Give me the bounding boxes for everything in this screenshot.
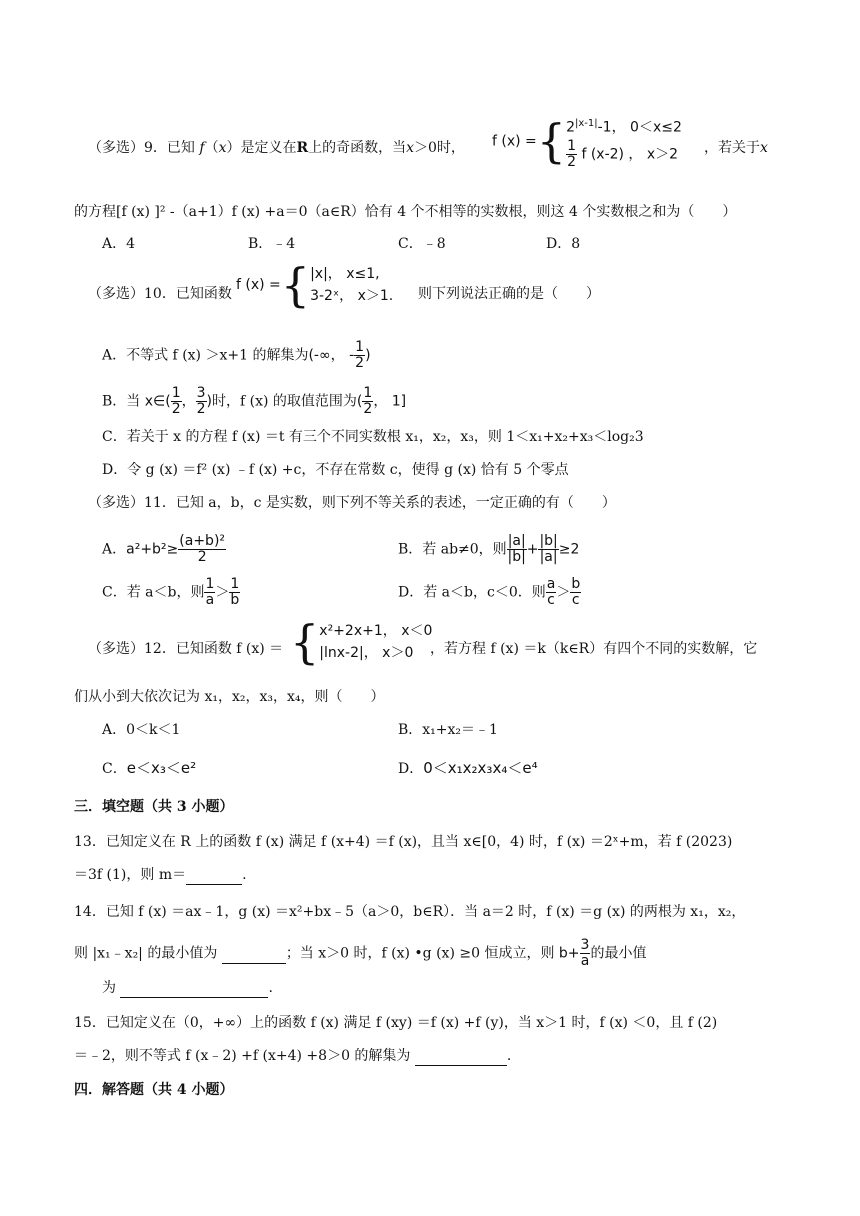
q12-line2: 们从小到大依次记为 x₁，x₂，x₃，x₄，则（ ）: [74, 689, 385, 705]
q9-option-c: C．﹣8: [398, 236, 446, 252]
section-answers: 四．解答题（共 4 小题）: [74, 1082, 234, 1098]
q12-option-d: D．0＜x₁x₂x₃x₄＜e⁴: [398, 759, 538, 777]
q10-prefix: （多选）10．已知函数: [88, 286, 232, 302]
q15-line2: ＝﹣2，则不等式 f (x﹣2) +f (x+4) +8＞0 的解集为 .: [74, 1048, 512, 1064]
q12-option-a: A．0＜k＜1: [102, 722, 181, 738]
q9-case1: $2^{|x-1|}-1$， 0＜x≤2: [566, 118, 682, 136]
q9-text: 是定义在: [240, 140, 297, 156]
q10-option-d: D．令 g (x) ＝f² (x) ﹣f (x) +c，不存在常数 c，使得 g (x) 恰有 5 个零点: [102, 462, 569, 478]
q9-case2: $\frac{1}{2}$ f (x-2) ， x＞2: [567, 137, 679, 170]
q9-prefix: （多选）9．已知: [88, 140, 195, 156]
q15-blank[interactable]: [415, 1047, 507, 1066]
q12-case1: x²+2x+1， x＜0: [319, 623, 433, 639]
q10-piecewise: f (x) ={ |x|， x≤1, 3-2ˣ， x＞1.: [236, 258, 394, 312]
q14-line1: 14．已知 f (x) ＝ax﹣1，g (x) ＝x²+bx﹣5（a＞0，b∈R）．当 a＝2 时，f (x) ＝g (x) 的两根为 x₁，x₂，: [74, 904, 746, 920]
q13-line1: 13．已知定义在 R 上的函数 f (x) 满足 f (x+4) ＝f (x)，且当 x∈[0，4) 时，f (x) ＝2ˣ+m，若 f (2023): [74, 834, 733, 850]
q9-text3: 时，: [436, 140, 465, 156]
q9-text2: 上的奇函数，当: [308, 140, 407, 156]
q11-option-c: C．若 a＜b，则 $\frac{1}{a}$ ＞ $\frac{1}{b}$: [102, 576, 240, 608]
q9-option-b: B．﹣4: [248, 236, 296, 252]
q10-case1: |x|， x≤1,: [310, 266, 380, 282]
section-fill-in: 三．填空题（共 3 小题）: [74, 799, 234, 815]
q14-blank2[interactable]: [120, 979, 268, 998]
q15-line1: 15．已知定义在（0，+∞）上的函数 f (x) 满足 f (xy) ＝f (x) +f (y)，当 x＞1 时，f (x) ＜0，且 f (2): [74, 1015, 718, 1031]
q9-option-d: D．8: [546, 236, 581, 252]
q9-line2: 的方程[f (x) ]² -（a+1）f (x) +a＝0（a∈R）恰有 4 个不相等的实数根，则这 4 个实数根之和为（ ）: [74, 204, 737, 220]
q10-case2: 3-2ˣ， x＞1.: [310, 288, 394, 304]
q9-line1: （多选）9．已知 f（x）是定义在R上的奇函数，当x＞0时，: [88, 140, 465, 156]
q10-option-b: B．当 x∈( $\frac{1}{2}$ ， $\frac{3}{2}$ )时，f (x) 的取值范围为( $\frac{1}{2}$ ， 1]: [102, 385, 407, 417]
q13-line2: ＝3f (1)，则 m＝ .: [74, 867, 247, 883]
q14-blank1[interactable]: [222, 945, 286, 964]
q12-piecewise: { x²+2x+1， x＜0 |lnx-2|， x＞0: [290, 615, 433, 669]
q10-option-a: A．不等式 f (x) ＞x+1 的解集为(-∞， - $\frac{1}{2}$ ): [102, 339, 371, 371]
q12-prefix: （多选）12．已知函数 f (x) ＝: [88, 641, 284, 657]
q11-option-a: A．a²+b²≥ $\frac{\text{(a+b)²}}{2}$: [102, 533, 226, 565]
q12-option-b: B．x₁+x₂＝﹣1: [398, 722, 498, 738]
q12-tail: ，若方程 f (x) ＝k（k∈R）有四个不同的实数解，它: [430, 641, 758, 657]
q14-line3: 为 .: [102, 980, 273, 996]
q13-blank[interactable]: [186, 866, 242, 885]
q11-option-d: D．若 a＜b，c＜0．则 $\frac{a}{c}$ ＞ $\frac{b}{c}$: [398, 576, 581, 608]
q9-option-a: A．4: [102, 236, 136, 252]
q10-option-c: C．若关于 x 的方程 f (x) ＝t 有三个不同实数根 x₁，x₂，x₃，则 1＜x₁+x₂+x₃＜log₂3: [102, 429, 644, 445]
q9-piecewise: f (x) ={ $2^{|x-1|}-1$， 0＜x≤2 $\frac{1}{2}$ f (x-2) ， x＞2: [492, 114, 682, 170]
q12-option-c: C．e＜x₃＜e²: [102, 759, 197, 777]
q14-line2: 则 |x₁﹣x₂| 的最小值为 ；当 x＞0 时，f (x) •g (x) ≥0 恒成立，则 b+ $\frac{3}{a}$ 的最小值: [74, 937, 647, 969]
q11-option-b: B．若 ab≠0，则 $\frac{|a|}{|b|}$ + $\frac{|b|}{|a|}$ ≥2: [398, 533, 580, 565]
q11-prefix: （多选）11．已知 a，b，c 是实数，则下列不等关系的表述，一定正确的有（ ）: [88, 495, 616, 511]
q10-tail: 则下列说法正确的是（ ）: [418, 286, 600, 302]
q12-case2: |lnx-2|， x＞0: [319, 645, 414, 661]
q9-tail: ，若关于x: [704, 140, 768, 156]
